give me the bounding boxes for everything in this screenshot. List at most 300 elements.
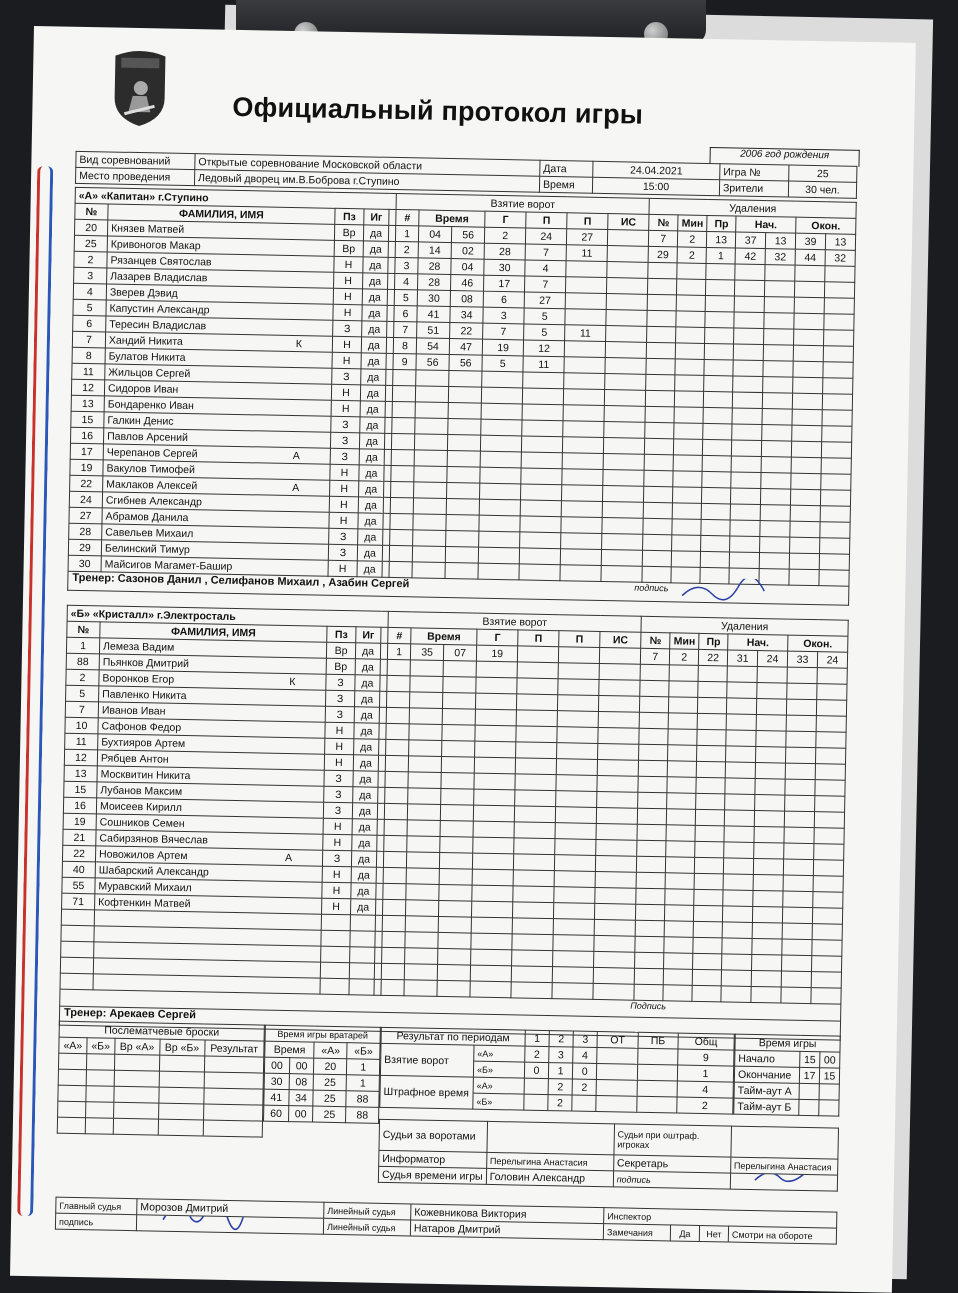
goal-cell	[381, 979, 404, 995]
goal-cell	[601, 549, 642, 566]
goal-cell	[594, 935, 635, 952]
penalty-cell	[646, 374, 675, 391]
penalty-cell	[695, 857, 724, 874]
penalty-cell	[677, 263, 706, 280]
goal-cell: 04	[451, 259, 484, 276]
game-start-label: Начало	[735, 1050, 800, 1067]
goal-cell	[605, 358, 646, 375]
goal-cell	[481, 435, 522, 452]
player-played	[350, 915, 375, 931]
goal-cell	[558, 663, 599, 680]
goal-cell	[441, 756, 474, 773]
goal-cell	[384, 835, 407, 851]
goal-cell	[517, 678, 558, 695]
player-name-text: Тересин Владислав	[109, 318, 207, 332]
goal-cell	[414, 434, 447, 451]
goal-cell	[596, 807, 637, 824]
penalty-cell	[693, 921, 722, 938]
penalty-cell: 29	[648, 246, 677, 263]
goals-a-p3: 4	[573, 1047, 597, 1063]
goal-cell	[408, 788, 441, 805]
penalty-cell	[753, 890, 783, 907]
penalty-cell	[786, 747, 816, 764]
player-played: да	[352, 819, 377, 835]
competition-value: Открытые соревнование Московской области	[195, 154, 540, 177]
penalty-cell	[794, 297, 824, 314]
penalty-cell	[789, 569, 819, 586]
penalty-cell	[665, 873, 694, 890]
player-position: З	[323, 802, 352, 819]
goal-cell	[607, 262, 648, 279]
penalty-cell	[764, 297, 794, 314]
player-position: З	[322, 850, 351, 867]
goalie-cell: 41	[264, 1089, 289, 1105]
player-position: Н	[332, 336, 361, 353]
player-name-text: Абрамов Данила	[105, 509, 189, 524]
player-role: А	[284, 851, 293, 864]
goal-cell	[515, 774, 556, 791]
player-number: 27	[69, 507, 102, 524]
player-played: да	[360, 417, 385, 433]
penalty-cell	[676, 327, 705, 344]
col-ig: Иг	[364, 209, 389, 225]
penalty-cell	[791, 473, 821, 490]
team-a-title: «А» «Капитан» г.Ступино	[75, 187, 396, 209]
main-referee-value: Морозов Дмитрий	[137, 1199, 324, 1219]
goal-cell	[595, 903, 636, 920]
penalty-cell	[705, 295, 734, 312]
player-number: 30	[68, 555, 101, 572]
penalty-cell	[672, 535, 701, 552]
penalty-cell	[644, 486, 673, 503]
player-position: Н	[325, 738, 354, 755]
goal-cell: 56	[416, 354, 449, 371]
penalty-cell	[755, 778, 785, 795]
player-played	[350, 931, 375, 947]
goal-cell	[517, 662, 558, 679]
timekeeper-value: Головин Александр	[486, 1168, 613, 1186]
penalty-cell: 2	[678, 231, 707, 248]
penalty-cell	[640, 664, 669, 681]
penalty-cell	[726, 714, 756, 731]
penalty-cell	[763, 345, 793, 362]
player-name-text: Муравский Михаил	[98, 879, 192, 894]
player-name-text: Лемеза Вадим	[102, 639, 175, 654]
penalty-cell	[635, 920, 664, 937]
player-number: 12	[64, 749, 97, 766]
main-referee-label: Главный судья	[56, 1197, 137, 1215]
penalty-cell	[697, 729, 726, 746]
player-played: да	[362, 305, 387, 321]
game-start-hour: 15	[800, 1051, 820, 1067]
goal-cell	[607, 246, 648, 263]
goal-cell	[598, 727, 639, 744]
goal-cell	[480, 483, 521, 500]
goal-cell: 19	[477, 645, 518, 662]
player-name-text: Жильцов Сергей	[108, 365, 191, 380]
col-gtime: Время	[411, 628, 477, 645]
team-b-title: «Б» «Кристалл» г.Электросталь	[67, 605, 388, 627]
player-name-text: Белинский Тимур	[104, 541, 190, 556]
penalty-cell	[813, 876, 843, 893]
goal-cell	[565, 293, 606, 310]
goal-cell	[410, 660, 443, 677]
goal-cell	[391, 449, 414, 465]
goal-cell	[605, 390, 646, 407]
penalty-cell	[704, 375, 733, 392]
player-position: Н	[329, 496, 358, 513]
goal-cell	[392, 401, 415, 417]
penalty-cell	[637, 856, 666, 873]
player-name-text: Сафонов Федор	[101, 719, 182, 734]
player-position	[321, 930, 350, 947]
goal-cell	[555, 855, 596, 872]
goal-cell	[480, 467, 521, 484]
goal-cell	[565, 309, 606, 326]
pim-a-p2: 2	[548, 1079, 572, 1095]
col-start: Нач.	[728, 634, 788, 651]
penalty-cell	[822, 394, 852, 411]
goal-cell	[405, 916, 438, 933]
goal-cell	[482, 371, 523, 388]
goal-cell	[605, 342, 646, 359]
player-played: да	[358, 497, 383, 513]
penalty-cell	[723, 906, 753, 923]
player-number: 7	[65, 701, 98, 718]
player-position: Н	[333, 288, 362, 305]
penalty-cell	[640, 680, 669, 697]
period-ot: ОТ	[597, 1032, 638, 1049]
goal-cell	[445, 562, 478, 579]
penalty-cell	[751, 970, 781, 987]
player-position: Н	[331, 384, 360, 401]
goal-cell	[478, 563, 519, 580]
player-role: К	[289, 675, 296, 688]
penalty-cell	[638, 792, 667, 809]
penalty-cell	[792, 409, 822, 426]
penalty-cell	[643, 534, 672, 551]
player-number: 8	[72, 347, 105, 364]
penalty-cell	[823, 378, 853, 395]
penalty-cell	[666, 809, 695, 826]
penalty-cell	[705, 311, 734, 328]
penalty-cell	[697, 745, 726, 762]
penalty-cell	[761, 489, 791, 506]
penalty-cell	[674, 439, 703, 456]
goal-cell: 12	[523, 340, 564, 357]
goal-cell	[404, 980, 437, 997]
goalie-cell: 88	[346, 1107, 379, 1124]
goal-cell	[523, 372, 564, 389]
goal-cell	[471, 933, 512, 950]
goal-cell	[386, 723, 409, 739]
goal-cell: 2	[485, 227, 526, 244]
goal-cell	[481, 419, 522, 436]
period-total: Общ	[678, 1033, 734, 1050]
goal-cell: 07	[443, 644, 476, 661]
team-b-penalties-header: Удаления	[641, 616, 848, 636]
goal-cell	[602, 518, 643, 535]
goal-cell	[600, 647, 641, 664]
goal-cell	[519, 564, 560, 581]
penalty-cell	[673, 455, 702, 472]
player-played: да	[361, 369, 386, 385]
penalty-cell	[695, 809, 724, 826]
penalty-cell	[669, 665, 698, 682]
penalty-cell	[812, 924, 842, 941]
penalty-cell	[635, 936, 664, 953]
goal-cell	[597, 791, 638, 808]
goal-cell	[409, 740, 442, 757]
goal-cell	[598, 711, 639, 728]
goal-cell: 24	[526, 228, 567, 245]
penalty-cell	[757, 699, 787, 716]
penalty-cell	[669, 697, 698, 714]
penalty-cell	[698, 681, 727, 698]
player-number: 24	[69, 491, 102, 508]
penalty-cell	[668, 713, 697, 730]
penalty-cell	[674, 391, 703, 408]
goal-cell	[386, 691, 409, 707]
penalty-cell: 7	[641, 648, 670, 665]
goal-cell	[405, 932, 438, 949]
penalty-cell	[636, 872, 665, 889]
penalty-cell	[782, 955, 812, 972]
col-num: №	[75, 203, 108, 220]
penalty-cell	[634, 968, 663, 985]
player-played: да	[350, 899, 375, 915]
goal-cell	[563, 421, 604, 438]
penalty-cell	[727, 698, 757, 715]
goal-cell	[554, 871, 595, 888]
goal-cell	[440, 820, 473, 837]
venue-value: Ледовый дворец им.В.Боброва г.Ступино	[194, 170, 539, 193]
player-name-text: Шабарский Александр	[98, 863, 209, 879]
penalty-cell: 24	[757, 651, 787, 668]
goals-a-ot	[597, 1048, 638, 1065]
penalty-cell	[781, 987, 811, 1004]
penalty-cell	[731, 456, 761, 473]
goal-cell	[553, 951, 594, 968]
goals-b-p1: 0	[524, 1062, 548, 1078]
goal-cell	[446, 531, 479, 548]
player-position	[321, 914, 350, 931]
player-number: 16	[63, 797, 96, 814]
pim-team-b: «Б»	[473, 1093, 524, 1110]
penalty-cell	[812, 940, 842, 957]
goal-cell	[447, 451, 480, 468]
goal-cell	[521, 468, 562, 485]
goal-cell	[471, 949, 512, 966]
team-b-table	[60, 605, 849, 1005]
goal-cell	[474, 757, 515, 774]
goal-cell	[514, 822, 555, 839]
player-name-text: Князев Матвей	[111, 222, 185, 236]
goal-cell	[516, 742, 557, 759]
goal-cell	[516, 726, 557, 743]
penalty-cell	[703, 407, 732, 424]
goal-cell	[604, 422, 645, 439]
goal-cell: 17	[484, 275, 525, 292]
goal-cell	[381, 963, 404, 979]
secretary-sign-label: подпись	[613, 1171, 730, 1189]
goal-cell	[607, 278, 648, 295]
goal-cell	[439, 868, 472, 885]
penalty-cell	[816, 716, 846, 733]
goal-cell	[511, 966, 552, 983]
penalty-cell	[667, 761, 696, 778]
penalty-cell: 39	[795, 233, 825, 250]
penalty-cell	[722, 954, 752, 971]
goal-cell	[606, 326, 647, 343]
player-number: 4	[73, 283, 106, 300]
player-played: да	[362, 289, 387, 305]
spectators-value: 30 чел.	[788, 181, 856, 198]
penalty-cell	[696, 793, 725, 810]
goal-cell	[471, 917, 512, 934]
shootout-col: Вр «Б»	[159, 1039, 204, 1056]
goal-cell	[382, 899, 405, 915]
penalty-cell	[760, 505, 790, 522]
player-played: да	[352, 835, 377, 851]
periods-title: Результат по периодам	[381, 1027, 525, 1046]
team-a-signature-label: подпись	[634, 582, 669, 594]
player-position: Н	[324, 754, 353, 771]
goal-cell	[409, 692, 442, 709]
col-gnum: #	[396, 209, 419, 225]
goal-cell	[563, 405, 604, 422]
goal-cell	[562, 469, 603, 486]
goal-cell	[605, 374, 646, 391]
penalty-cell	[642, 550, 671, 567]
player-position: Н	[323, 818, 352, 835]
player-played: да	[361, 337, 386, 353]
goal-cell	[513, 870, 554, 887]
goal-cell	[437, 980, 470, 997]
penalty-cell	[647, 294, 676, 311]
penalty-cell	[822, 426, 852, 443]
player-role: А	[292, 481, 300, 494]
player-played: да	[362, 321, 387, 337]
goal-cell	[405, 948, 438, 965]
penalty-cell	[815, 748, 845, 765]
penalty-cell	[789, 553, 819, 570]
penalty-cell	[732, 408, 762, 425]
goal-cell: 56	[452, 227, 485, 244]
player-played: да	[351, 883, 376, 899]
goal-cell	[481, 403, 522, 420]
penalty-cell	[824, 282, 854, 299]
player-played: да	[359, 481, 384, 497]
player-number: 12	[71, 379, 104, 396]
goal-cell	[598, 743, 639, 760]
goal-cell	[447, 467, 480, 484]
goal-judges-label: Судьи за воротами	[379, 1119, 487, 1152]
player-played: да	[355, 643, 380, 659]
penalty-cell	[667, 777, 696, 794]
goal-cell	[405, 900, 438, 917]
shootout-col: «Б»	[87, 1038, 115, 1055]
player-played: да	[355, 659, 380, 675]
goal-cell	[595, 887, 636, 904]
goal-cell	[442, 708, 475, 725]
player-played: да	[354, 707, 379, 723]
goal-cell	[557, 711, 598, 728]
penalty-cell	[730, 504, 760, 521]
penalty-cell	[705, 327, 734, 344]
player-name-text: Савельев Михаил	[105, 525, 194, 540]
penalty-cell	[823, 362, 853, 379]
goal-cell: 19	[482, 339, 523, 356]
goal-cell	[407, 804, 440, 821]
col-name: ФАМИЛИЯ, ИМЯ	[108, 204, 335, 224]
penalty-cell	[764, 329, 794, 346]
goal-cell	[518, 646, 559, 663]
col-ig: Иг	[356, 627, 381, 643]
goal-cell	[476, 677, 517, 694]
goal-cell: 22	[450, 323, 483, 340]
goal-cell	[406, 868, 439, 885]
goals-b-pb	[637, 1064, 678, 1081]
player-name-text: Воронков Егор	[102, 671, 175, 686]
pim-b-p3	[572, 1095, 596, 1111]
penalty-cell	[698, 665, 727, 682]
goal-cell	[404, 964, 437, 981]
date-value: 24.04.2021	[593, 161, 720, 179]
penalty-cell	[824, 298, 854, 315]
goal-cell	[440, 836, 473, 853]
penalty-cell	[783, 875, 813, 892]
goal-cell: 27	[567, 229, 608, 246]
player-name-text: Лубанов Максим	[100, 783, 183, 798]
player-name-text: Иванов Иван	[101, 703, 166, 718]
goal-cell	[557, 743, 598, 760]
penalty-cell	[821, 474, 851, 491]
penalty-cell: 2	[677, 247, 706, 264]
penalty-cell	[753, 874, 783, 891]
penalty-cell: 22	[699, 649, 728, 666]
penalty-cell	[675, 343, 704, 360]
goal-cell	[470, 981, 511, 998]
penalty-cell	[817, 684, 847, 701]
goalie-cell: 30	[264, 1073, 289, 1089]
goal-cell	[442, 740, 475, 757]
goal-cell	[472, 901, 513, 918]
player-name-text: Маклаков Алексей	[106, 477, 198, 492]
penalty-cell	[646, 358, 675, 375]
goal-cell	[482, 387, 523, 404]
year-label: 2006 год рождения	[709, 147, 859, 167]
goal-cell	[593, 967, 634, 984]
player-number: 25	[74, 235, 107, 252]
penalty-cell	[725, 794, 755, 811]
secretary-value: Перелыгина Анастасия	[730, 1157, 838, 1175]
player-name-text: Моисеев Кирилл	[99, 799, 183, 814]
col-pen-num: №	[641, 632, 670, 649]
pim-a-p1	[524, 1078, 548, 1094]
goal-cell	[562, 453, 603, 470]
goal-cell	[511, 982, 552, 999]
goal-cell	[561, 517, 602, 534]
goal-cell	[560, 549, 601, 566]
penalty-cell	[643, 502, 672, 519]
penalty-cell	[794, 329, 824, 346]
team-b-signature-label: Подпись	[630, 1000, 667, 1012]
penalty-cell	[790, 521, 820, 538]
player-played	[350, 947, 375, 963]
goal-cell	[602, 533, 643, 550]
penalty-cell: 24	[817, 652, 847, 669]
